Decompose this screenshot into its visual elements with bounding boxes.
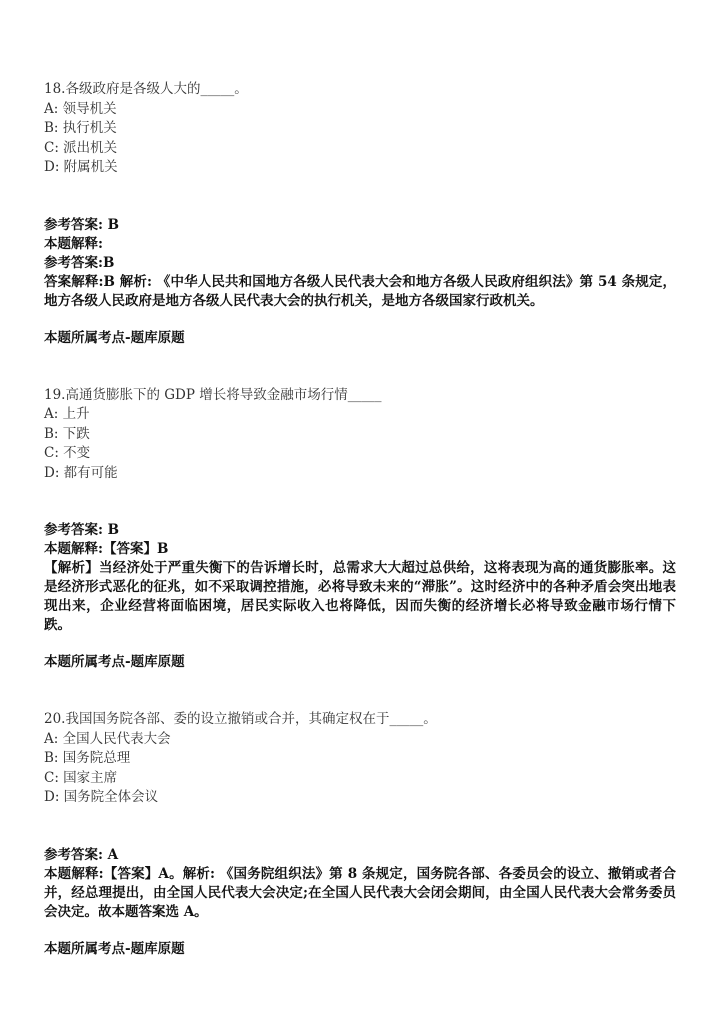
question-20 <box>44 710 676 808</box>
reference-answer-2: 参考答案:B <box>44 254 115 271</box>
option-b: B: 下跌 <box>44 425 90 442</box>
question-stem: 18.各级政府是各级人大的_____。 <box>44 81 248 97</box>
question-stem: 20.我国国务院各部、委的设立撤销或合并，其确定权在于_____。 <box>44 711 437 727</box>
option-a: A: 上升 <box>44 406 90 422</box>
question-18 <box>44 80 676 178</box>
option-d: D: 都有可能 <box>44 464 118 481</box>
option-b: B: 执行机关 <box>44 120 117 136</box>
answer-explanation: 答案解释:B 解析: 《中华人民共和国地方各级人民代表大会和地方各级人民政府组织法》第 54 条规定，地方各级人民政府是地方各级人民代表大会的执行机关，是地方各级国家行政机关。 <box>44 273 676 309</box>
option-c: C: 国家主席 <box>44 769 118 786</box>
option-c: C: 派出机关 <box>44 139 118 156</box>
question-source: 本题所属考点-题库原题 <box>44 654 185 670</box>
answer-explanation: 本题解释:【答案】A。解析: 《国务院组织法》第 8 条规定，国务院各部、各委员会的设立、撤销或者合并，经总理提出，由全国人民代表大会决定;在全国人民代表大会闭会期间，由全国人民代表大会常务委员会决定。故本题答案选 A。 <box>44 865 676 920</box>
question-19 <box>44 386 676 484</box>
answer-block-18 <box>44 216 676 311</box>
question-source: 本题所属考点-题库原题 <box>44 329 185 346</box>
option-d: D: 国务院全体会议 <box>44 789 159 805</box>
option-a: A: 全国人民代表大会 <box>44 730 171 747</box>
option-a: A: 领导机关 <box>44 100 117 117</box>
question-stem: 19.高通货膨胀下的 GDP 增长将导致金融市场行情_____ <box>44 386 382 403</box>
option-b: B: 国务院总理 <box>44 750 131 766</box>
question-source: 本题所属考点-题库原题 <box>44 940 185 957</box>
answer-block-19 <box>44 521 676 635</box>
answer-block-20 <box>44 846 676 922</box>
analysis-label: 本题解释:【答案】B <box>44 541 169 557</box>
reference-answer: 参考答案: A <box>44 846 119 863</box>
reference-answer: 参考答案: B <box>44 216 120 233</box>
option-d: D: 附属机关 <box>44 159 118 175</box>
reference-answer: 参考答案: B <box>44 522 120 538</box>
answer-explanation: 【解析】当经济处于严重失衡下的告诉增长时，总需求大大超过总供给，这将表现为高的通货膨胀率。这是经济形式恶化的征兆，如不采取调控措施，必将导致未来的“滞胀”。这时经济中的各种矛盾会突出地表现出来，企业经营将面临困境，居民实际收入也将降低，因而失衡的经济增长必将导致金融市场行情下跌。 <box>44 560 676 633</box>
document-page <box>44 80 676 959</box>
analysis-label: 本题解释: <box>44 235 103 252</box>
option-c: C: 不变 <box>44 445 91 461</box>
